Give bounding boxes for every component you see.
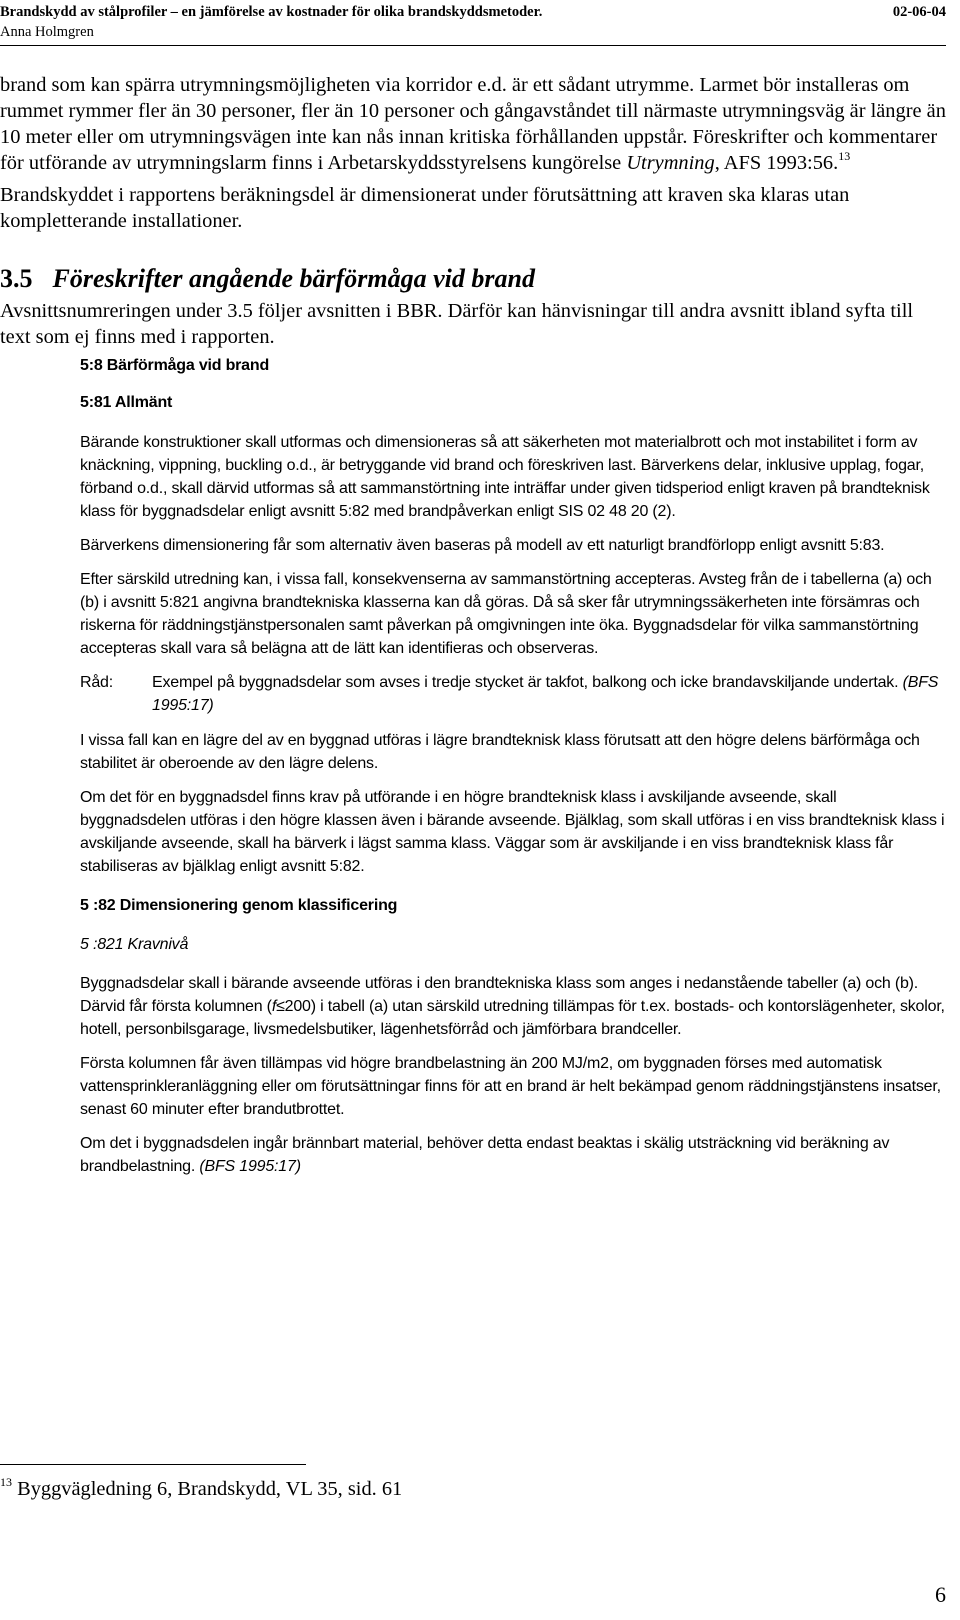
advice-block	[80, 671, 946, 717]
section-heading	[0, 264, 946, 294]
quote-paragraph-4: I vissa fall kan en lägre del av en byggnad utföras i lägre brandteknisk klass förutsatt att den högre delens bärförmåga och stabilitet är oberoende av den lägre delens.	[80, 732, 920, 772]
footnote-reference: 13	[838, 149, 851, 163]
heading-5-8: 5:8 Bärförmåga vid brand	[80, 357, 270, 374]
intro-text-a: brand som kan spärra utrymningsmöjligheten via korridor e.d. är ett sådant utrymme. Larmet bör installeras om rummet rymmer fler än 30 personer, fler än 10 personer och gångavståndet till närmaste utrymningsväg är längre än 10 meter eller om utrymningsvägen inte kan nås innan kritiska förhållanden uppstår. Föreskrifter och kommentarer för utförande av utrymningslarm finns i Arbetarskyddsstyrelsens kungörelse	[0, 74, 946, 174]
intro-italic-title: Utrymning	[626, 152, 715, 174]
quote-paragraph-3: Efter särskild utredning kan, i vissa fall, konsekvenserna av sammanstörtning accepteras. Avsteg från de i tabellerna (a) och (b) i avsnitt 5:821 angivna brandtekniska klasserna kan då göras. Då så sker får utrymningssäkerheten inte försämras och riskerna för räddningstjänstpersonalen samt påverkan på omgivningen inte öka. Byggnadsdelar för vilka sammanstörtning accepteras skall vara så belägna att de lätt kan identifieras och observeras.	[80, 571, 932, 657]
p8-reference: (BFS 1995:17)	[199, 1158, 301, 1175]
p6-text-b: ≤200) i tabell (a) utan särskild utredning tillämpas för t.ex. bostads- och kontorslägenheter, skolor, hotell, personbilsgarage, livsmedelsbutiker, lägenhetsförråd och jämförbara brandceller.	[80, 998, 945, 1038]
p6-text-a: Byggnadsdelar skall i bärande avseende utföras i den brandtekniska klass som anges i nedanstående tabeller (a) och (b). Därvid får första kolumnen (	[80, 975, 919, 1015]
document-title: Brandskydd av stålprofiler – en jämförelse av kostnader för olika brandskyddsmetoder.	[0, 4, 543, 20]
page-body	[0, 72, 946, 1189]
intro-text-b: , AFS 1993:56.	[714, 152, 839, 174]
advice-body: Exempel på byggnadsdelar som avses i tredje stycket är takfot, balkong och icke brandavskiljande undertak.	[152, 674, 899, 691]
page-header	[0, 2, 946, 42]
section-title: Föreskrifter angående bärförmåga vid brand	[52, 264, 535, 293]
footnote-text: Byggvägledning 6, Brandskydd, VL 35, sid. 61	[17, 1478, 403, 1500]
quote-paragraph-5: Om det för en byggnadsdel finns krav på utförande i en högre brandteknisk klass i avskiljande avseende, skall byggnadsdelen utföras i den högre klassen även i bärande avseende. Bjälklag, som skall utföras i en viss brandteknisk klass i avskiljande avseende, skall ha bärverk i lägst samma klass. Väggar som är avskiljande i en viss brandteknisk klass får stabiliseras av bjälklag enligt avsnitt 5:82.	[80, 789, 945, 875]
advice-reference: (BFS 1995:17)	[152, 674, 939, 714]
quote-paragraph-8	[80, 1132, 946, 1178]
page-number: 6	[935, 1582, 946, 1607]
p6-symbol-f: f	[271, 998, 277, 1015]
heading-5-81: 5:81 Allmänt	[80, 394, 173, 411]
p8-text: Om det i byggnadsdelen ingår brännbart material, behöver detta endast beaktas i skälig utsträckning vid beräkning av brandbelastning.	[80, 1135, 890, 1175]
footnote-number: 13	[0, 1475, 12, 1489]
quote-paragraph-1: Bärande konstruktioner skall utformas och dimensioneras så att säkerheten mot materialbrott och mot instabilitet i form av knäckning, vippning, buckling o.d., är betryggande vid brand och föreskriven last. Bärverkens delar, inklusive upplag, fogar, förband o.d., skall därvid utformas så att sammanstörtning inte inträffar under given tidsperiod enligt kraven på brandteknisk klass för byggnadsdelar enligt avsnitt 5:82 med brandpåverkan enligt SIS 02 48 20 (2).	[80, 434, 930, 520]
document-date: 02-06-04	[892, 4, 946, 20]
heading-5-82: 5 :82 Dimensionering genom klassificering	[80, 897, 398, 914]
section-number: 3.5	[0, 264, 33, 293]
footnote-divider	[0, 1464, 306, 1465]
heading-5-821: 5 :821 Kravnivå	[80, 936, 189, 953]
intro-paragraph-2: Brandskyddet i rapportens beräkningsdel är dimensionerat under förutsättning att kraven ska klaras utan kompletterande installationer.	[0, 184, 850, 232]
section-paragraph: Avsnittsnumreringen under 3.5 följer avsnitten i BBR. Därför kan hänvisningar till andra avsnitt ibland syfta till text som ej finns med i rapporten.	[0, 300, 914, 348]
footnote	[0, 1476, 402, 1502]
quote-paragraph-2: Bärverkens dimensionering får som alternativ även baseras på modell av ett naturligt brandförlopp enligt avsnitt 5:83.	[80, 537, 885, 554]
intro-paragraph-1	[0, 72, 946, 176]
advice-text	[152, 671, 946, 717]
header-divider	[0, 45, 946, 46]
quote-paragraph-6	[80, 972, 946, 1041]
quote-paragraph-7: Första kolumnen får även tillämpas vid högre brandbelastning än 200 MJ/m2, om byggnaden förses med automatisk vattensprinkleranläggning eller om förutsättningar finns för att en brand är helt bekämpad genom räddningstjänstens insatser, senast 60 minuter efter brandutbrottet.	[80, 1055, 941, 1118]
advice-label: Råd:	[80, 674, 113, 691]
quoted-regulation	[80, 354, 946, 1178]
document-author: Anna Holmgren	[0, 24, 94, 40]
